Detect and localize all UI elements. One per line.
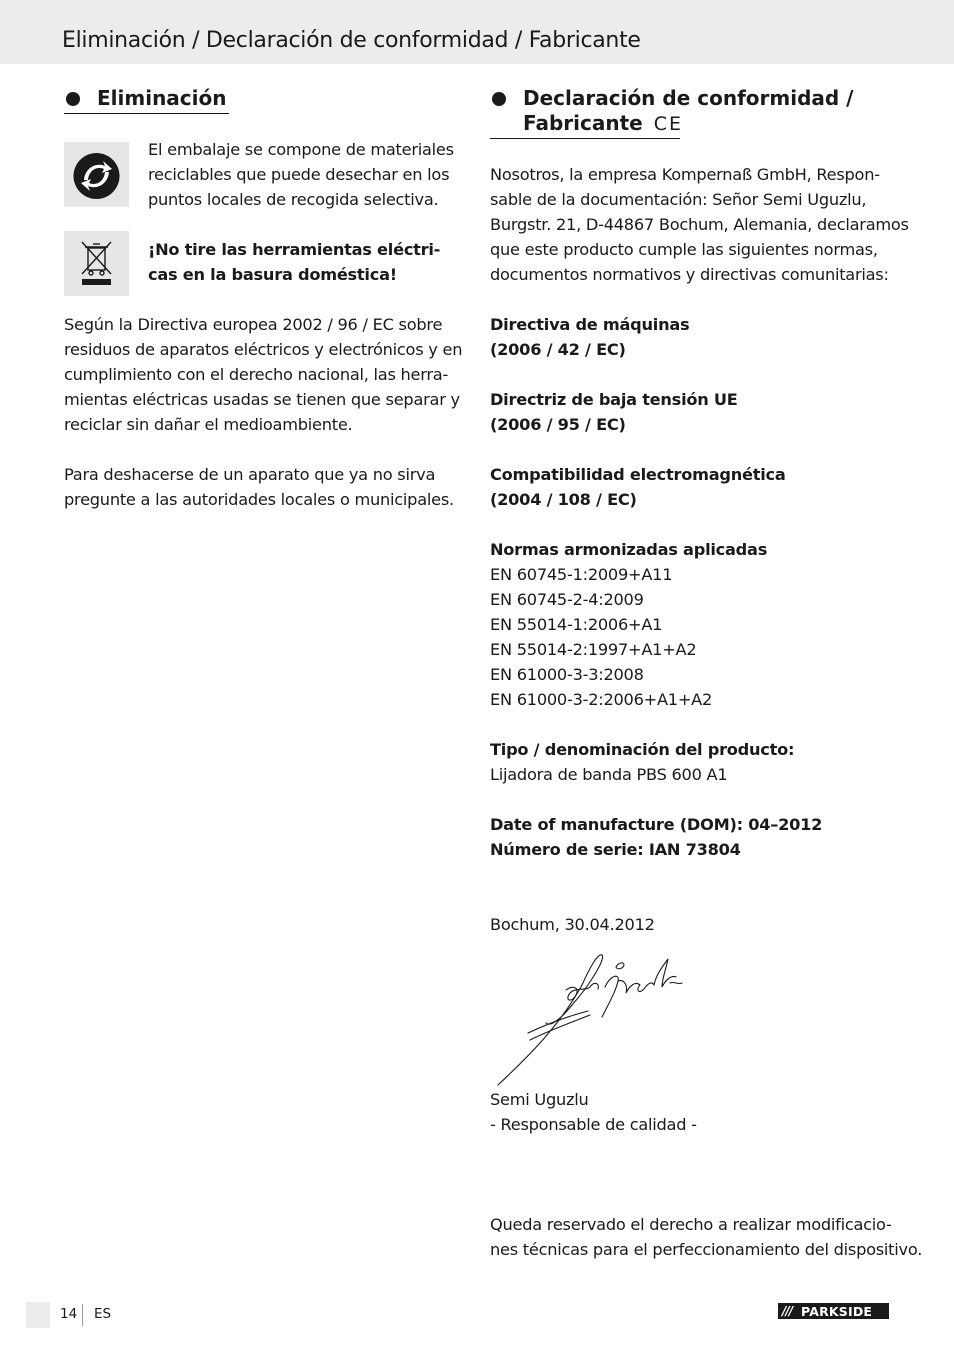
standard-item: EN 61000-3-2:2006+A1+A2: [490, 690, 713, 709]
footer-page-box: [26, 1302, 50, 1328]
machinery-directive: Directiva de máquinas: [490, 315, 690, 334]
place-date: Bochum, 30.04.2012: [490, 915, 655, 934]
weee-warning-line: cas en la basura doméstica!: [148, 265, 397, 284]
page-title: Eliminación / Declaración de conformidad / Fabricante: [62, 28, 641, 53]
section-bullet-icon: [492, 92, 506, 106]
serial-number: Número de serie: IAN 73804: [490, 840, 741, 859]
standards-heading: Normas armonizadas aplicadas: [490, 540, 768, 559]
page-header: [0, 0, 954, 64]
ce-mark-icon: CE: [653, 113, 683, 135]
parkside-logo: [778, 1303, 889, 1319]
disposal-paragraph-line: pregunte a las autoridades locales o municipales.: [64, 490, 454, 509]
intro-line: documentos normativos y directivas comunitarias:: [490, 265, 889, 284]
directive-paragraph-line: cumplimiento con el derecho nacional, las herra-: [64, 365, 449, 384]
disposal-paragraph-line: Para deshacerse de un aparato que ya no sirva: [64, 465, 436, 484]
machinery-directive-number: (2006 / 42 / EC): [490, 340, 626, 359]
intro-line: Burgstr. 21, D-44867 Bochum, Alemania, declaramos: [490, 215, 909, 234]
footer-divider: [82, 1304, 83, 1326]
crossed-bin-icon: [64, 231, 129, 296]
emc-directive-number: (2004 / 108 / EC): [490, 490, 637, 509]
emc-directive: Compatibilidad electromagnética: [490, 465, 786, 484]
low-voltage-directive: Directriz de baja tensión UE: [490, 390, 738, 409]
standard-item: EN 55014-1:2006+A1: [490, 615, 663, 634]
directive-paragraph-line: Según la Directiva europea 2002 / 96 / EC sobre: [64, 315, 443, 334]
reservation-line: nes técnicas para el perfeccionamiento del dispositivo.: [490, 1240, 923, 1259]
recycle-text-line: El embalaje se compone de materiales: [148, 140, 454, 159]
product-name: Lijadora de banda PBS 600 A1: [490, 765, 728, 784]
date-of-manufacture: Date of manufacture (DOM): 04–2012: [490, 815, 823, 834]
weee-warning-line: ¡No tire las herramientas eléctri-: [148, 240, 441, 259]
section-heading-manufacturer: [523, 111, 683, 137]
recycle-icon: [64, 142, 129, 207]
directive-paragraph-line: residuos de aparatos eléctricos y electrónicos y en: [64, 340, 463, 359]
recycle-text-line: puntos locales de recogida selectiva.: [148, 190, 439, 209]
signer-role: - Responsable de calidad -: [490, 1115, 697, 1134]
reservation-line: Queda reservado el derecho a realizar modificacio-: [490, 1215, 892, 1234]
standard-item: EN 60745-1:2009+A11: [490, 565, 673, 584]
logo-stripes: ///: [782, 1304, 793, 1318]
heading-underline: [490, 138, 680, 139]
standard-item: EN 61000-3-3:2008: [490, 665, 644, 684]
brand-name: PARKSIDE: [801, 1304, 873, 1319]
recycle-text-line: reciclables que puede desechar en los: [148, 165, 450, 184]
section-heading-conformity: Declaración de conformidad /: [523, 86, 854, 110]
language-code: ES: [94, 1306, 112, 1322]
standard-item: EN 60745-2-4:2009: [490, 590, 644, 609]
low-voltage-directive-number: (2006 / 95 / EC): [490, 415, 626, 434]
standard-item: EN 55014-2:1997+A1+A2: [490, 640, 697, 659]
product-heading: Tipo / denominación del producto:: [490, 740, 795, 759]
intro-line: que este producto cumple las siguientes normas,: [490, 240, 878, 259]
directive-paragraph-line: reciclar sin dañar el medioambiente.: [64, 415, 353, 434]
heading-underline: [64, 113, 229, 114]
manufacturer-label: Fabricante: [523, 111, 643, 135]
page-number: 14: [60, 1306, 78, 1322]
intro-line: Nosotros, la empresa Kompernaß GmbH, Respon-: [490, 165, 880, 184]
signature-image: [490, 945, 700, 1090]
section-heading-elimination: Eliminación: [97, 86, 227, 110]
section-bullet-icon: [66, 92, 80, 106]
intro-line: sable de la documentación: Señor Semi Uguzlu,: [490, 190, 867, 209]
directive-paragraph-line: mientas eléctricas usadas se tienen que separar y: [64, 390, 460, 409]
signer-name: Semi Uguzlu: [490, 1090, 589, 1109]
